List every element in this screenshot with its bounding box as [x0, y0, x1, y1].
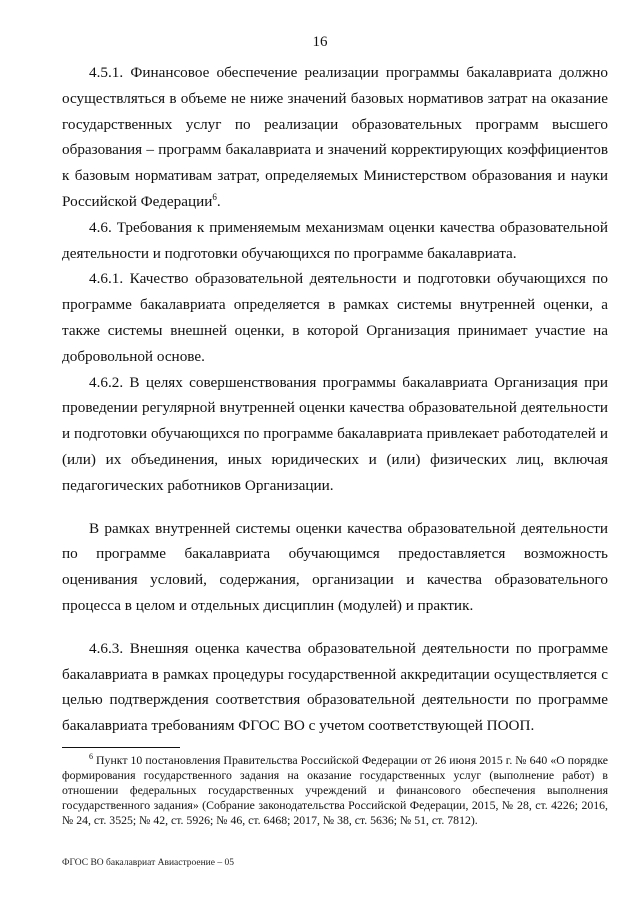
- page-number: 16: [312, 34, 328, 50]
- page-footer: ФГОС ВО бакалавриат Авиастроение – 05: [62, 858, 234, 868]
- paragraph-4-6-2: 4.6.2. В целях совершенствования программы бакалавриата Организация при проведении регулярной внутренней оценки качества образовательной деятельности и подготовки обучающихся по программе бакалавриата привлекает работодателей и (или) их объединения, иных юридических и (или) физических лиц, включая педагогических работников Организации.: [62, 373, 608, 494]
- paragraph-4-5-1: 4.5.1. Финансовое обеспечение реализации программы бакалавриата должно осуществляться в объеме не ниже значений базовых нормативов затрат на оказание государственных услуг по реализации образовательных программ высшего образования – программ бакалавриата и значений корректирующих коэффициентов к базовым нормативам затрат, определяемых Министерством образования и науки Российской Федерации$^6$.: [62, 64, 608, 210]
- body-text: [62, 60, 608, 739]
- footnote-text: Пункт 10 постановления Правительства Российской Федерации от 26 июня 2015 г. № 640 «О порядке формирования государственного задания на оказание государственных услуг (выполнение работ) в отношении федеральных государственных учреждений и финансового обеспечения выполнения государственного задания» (Собрание законодательства Российской Федерации, 2015, № 28, ст. 4226; 2016, № 24, ст. 3525; № 42, ст. 5926; № 46, ст. 6468; 2017, № 38, ст. 5636; № 51, ст. 7812).: [62, 753, 608, 827]
- footnote-divider: [62, 747, 180, 748]
- footnote: [62, 753, 608, 828]
- footnote-reference: 6: [212, 191, 217, 202]
- paragraph-internal-assessment: В рамках внутренней системы оценки качества образовательной деятельности по программе бакалавриата обучающимся предоставляется возможность оценивания условий, содержания, организации и качества образовательного процесса в целом и отдельных дисциплин (модулей) и практик.: [62, 519, 608, 614]
- footnote-marker: 6: [89, 752, 93, 762]
- paragraph-4-6-3: 4.6.3. Внешняя оценка качества образовательной деятельности по программе бакалавриата в рамках процедуры государственной аккредитации осуществляется с целью подтверждения соответствия образовательной деятельности по программе бакалавриата требованиям ФГОС ВО с учетом соответствующей ПООП.: [62, 639, 608, 735]
- paragraph-4-6-1: 4.6.1. Качество образовательной деятельности и подготовки обучающихся по программе бакалавриата определяется в рамках системы внутренней оценки, а также системы внешней оценки, в которой Организация принимает участие на добровольной основе.: [62, 270, 608, 365]
- paragraph-4-6: 4.6. Требования к применяемым механизмам оценки качества образовательной деятельности и подготовки обучающихся по программе бакалавриата.: [62, 218, 608, 262]
